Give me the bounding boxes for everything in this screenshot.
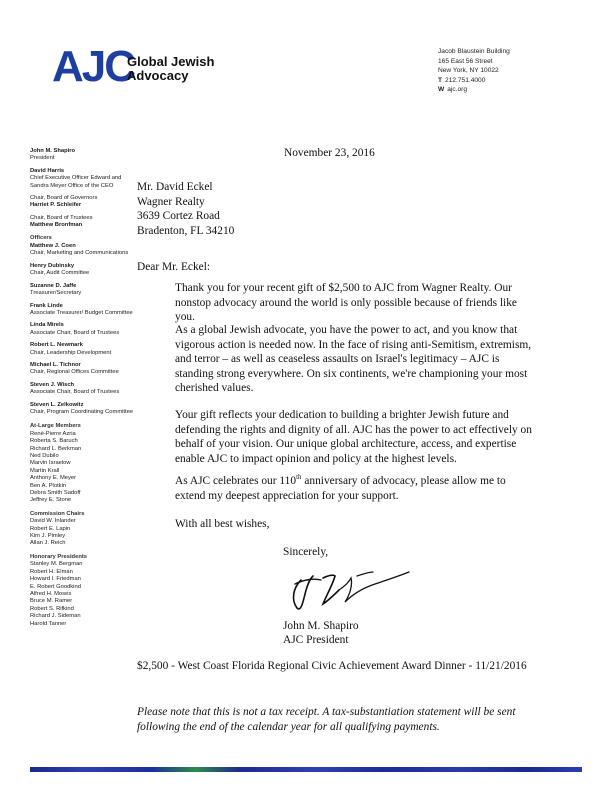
officer-title: Chair, Audit Committee	[30, 270, 90, 277]
officer-entry	[30, 283, 140, 298]
member-name: Ben A. Plotkin	[30, 482, 67, 489]
letter-date: November 23, 2016	[284, 147, 375, 159]
at-large-heading: At-Large Members	[30, 423, 81, 430]
letterhead-address	[438, 47, 510, 95]
recipient-line: Bradenton, FL 34210	[137, 224, 235, 237]
recipient-line: 3639 Cortez Road	[137, 210, 220, 223]
member-name: E. Robert Goodkind	[30, 583, 81, 590]
handwritten-signature	[283, 558, 413, 618]
logo-line-2: Advocacy	[127, 68, 189, 83]
scan-artifact-strip	[30, 767, 582, 772]
officer-name: Steven L. Zelkowitz	[30, 401, 84, 408]
address-line: Jacob Blaustein Building	[438, 48, 510, 55]
salutation: Dear Mr. Eckel:	[137, 261, 211, 273]
commission-section	[30, 511, 140, 548]
member-name: Stanley M. Bergman	[30, 561, 83, 568]
member-name: Jeffrey E. Stone	[30, 497, 72, 504]
member-name: Howard I. Friedman	[30, 576, 81, 583]
member-name: David W. Inlander	[30, 518, 76, 525]
member-name: Marvin Israelow	[30, 460, 71, 467]
member-name: Debra Smith Sadoff	[30, 490, 81, 497]
member-name: Richard L. Berkman	[30, 445, 82, 452]
member-name: Allan J. Reich	[30, 540, 66, 547]
member-name: Bruce M. Ramer	[30, 598, 73, 605]
officer-entry	[30, 402, 140, 417]
officer-name: Robert L. Newmark	[30, 342, 83, 349]
officer-title: Chair, Program Coordinating Committee	[30, 408, 134, 415]
leader-entry	[30, 195, 140, 210]
officer-entry	[30, 382, 140, 397]
officers-heading: Officers	[30, 234, 52, 241]
phone-number: 212.751.4000	[445, 76, 486, 84]
paragraph-text	[137, 474, 537, 503]
sign-off: Sincerely,	[283, 546, 329, 558]
leader-entry	[30, 215, 140, 230]
ordinal-suffix: th	[296, 473, 302, 482]
officer-title: Chair, Marketing and Communications	[30, 250, 129, 257]
address-line: 165 East 56 Street	[438, 57, 493, 65]
paragraph-text: Thank you for your recent gift of $2,500 to AJC from Wagner Realty. Our nonstop advocacy around the world is only possible because of friends like you.	[175, 282, 517, 324]
web-address: ajc.org	[447, 86, 468, 94]
officer-entry	[30, 322, 140, 337]
leader-name: John M. Shapiro	[30, 148, 76, 154]
paragraph-4	[137, 474, 537, 503]
officer-title: Associate Chair, Board of Trustees	[30, 389, 120, 396]
signer-title: AJC President	[283, 634, 349, 646]
officers-section	[30, 235, 140, 242]
officer-entry	[30, 362, 140, 377]
logo-line-1: Global Jewish	[127, 54, 215, 69]
officer-name: Frank Linde	[30, 302, 63, 309]
leader-title: Chair, Board of Trustees	[30, 214, 93, 221]
officer-title: Treasurer/Secretary	[30, 290, 82, 297]
honorary-heading: Honorary Presidents	[30, 553, 88, 560]
member-name: Alfred H. Moses	[30, 590, 72, 597]
paragraph-2	[137, 323, 537, 396]
leader-title: Chief Executive Officer Edward and Sandra Meyer Office of the CEO	[30, 175, 122, 189]
honorary-section	[30, 554, 140, 628]
officer-name: Linda Mirels	[30, 322, 64, 329]
member-name: Harold Tanner	[30, 620, 67, 627]
officer-title: Associate Treasurer/ Budget Committee	[30, 309, 133, 316]
leader-title: President	[30, 155, 55, 162]
leader-name: Matthew Bronfman	[30, 222, 83, 229]
member-name: Robert H. Elman	[30, 568, 73, 575]
officer-name: Michael L. Tichnor	[30, 361, 81, 368]
member-name: Ned Dubilo	[30, 453, 59, 459]
paragraph-text-part: As AJC celebrates our 110	[175, 475, 297, 487]
closing-wishes: With all best wishes,	[175, 518, 270, 530]
member-name: Kim J. Pimley	[30, 533, 66, 540]
recipient-address	[137, 180, 234, 238]
phone-line	[438, 76, 510, 86]
officer-title: Chair, Leadership Development	[30, 349, 112, 356]
officer-name: Henry Dubinsky	[30, 262, 75, 269]
recipient-line: Mr. David Eckel	[137, 181, 213, 193]
web-line	[438, 85, 510, 95]
leader-name: David Harris	[30, 167, 65, 174]
member-name: Robert E. Lapin	[30, 525, 71, 532]
officer-entry	[30, 243, 140, 258]
officer-title: Associate Chair, Board of Trustees	[30, 329, 120, 336]
paragraph-text: As a global Jewish advocate, you have the power to act, and you know that vigorous action is needed now. In the face of rising anti-Semitism, extremism, and terror – as well as ceaseless assaults on Israel's legitimacy – AJC is standing strong everywhere. On six continents, we're championing your most cherished values.	[175, 324, 532, 395]
member-name: Robert S. Rifkind	[30, 605, 74, 612]
member-name: Martin Krall	[30, 467, 60, 474]
paragraph-3	[137, 408, 537, 466]
member-name: Anthony E. Meyer	[30, 475, 77, 482]
officer-entry	[30, 263, 140, 278]
leader-entry	[30, 168, 140, 190]
leader-entry	[30, 148, 140, 163]
web-label: W	[438, 86, 445, 94]
paragraph-1	[137, 281, 537, 325]
at-large-section	[30, 423, 140, 504]
officer-name: Matthew J. Coen	[30, 243, 76, 250]
officer-entry	[30, 303, 140, 318]
address-line: New York, NY 10022	[438, 67, 499, 75]
member-name: Roberta S. Baruch	[30, 438, 78, 445]
leader-title: Chair, Board of Governors	[30, 195, 98, 202]
logo-mark: AJC	[52, 42, 135, 91]
signer-name: John M. Shapiro	[283, 620, 359, 632]
leadership-sidebar	[30, 148, 140, 633]
commission-heading: Commission Chairs	[30, 510, 85, 517]
member-name: Richard J. Sideman	[30, 613, 81, 620]
paragraph-text-part: anniversary of advocacy, please allow me to extend my deepest appreciation for your support.	[175, 475, 506, 502]
officer-entry	[30, 342, 140, 357]
officer-title: Chair, Regional Offices Committee	[30, 369, 119, 376]
logo-wordmark	[127, 55, 247, 83]
recipient-line: Wagner Realty	[137, 195, 205, 208]
tax-disclaimer: Please note that this is not a tax receipt. A tax-substantiation statement will be sent following the end of the calendar year for all qualifying payments.	[137, 706, 516, 733]
member-name: René-Pierre Azria	[30, 430, 76, 437]
paragraph-text: Your gift reflects your dedication to building a brighter Jewish future and defending the rights and dignity of all. AJC has the power to act effectively on behalf of your vision. Our unique global architecture, access, and expertise enable AJC to impact opinion and policy at the highest levels.	[175, 409, 532, 465]
phone-label: T	[438, 76, 443, 84]
officer-name: Steven J. Wisch	[30, 381, 75, 388]
officer-name: Suzanne D. Jaffe	[30, 282, 77, 289]
gift-designation: $2,500 - West Coast Florida Regional Civic Achievement Award Dinner - 11/21/2016	[137, 660, 527, 672]
leader-name: Harriet P. Schleifer	[30, 202, 82, 209]
